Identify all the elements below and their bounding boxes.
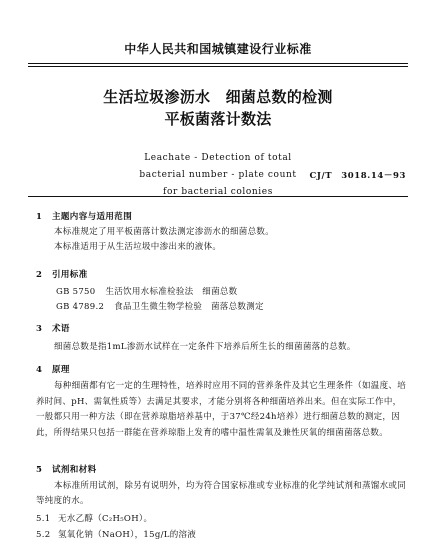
section-1-title: 主题内容与适用范围 <box>52 212 133 222</box>
standard-number: CJ/T 3018.14－93 <box>309 171 406 181</box>
header-rule-bottom <box>28 66 408 67</box>
section-5-number: 5 <box>36 465 43 475</box>
english-title-line-2: bacterial number - plate count <box>139 170 297 180</box>
section-3-heading <box>36 322 70 334</box>
section-3-para-1: 细菌总数是指1mL渗沥水试样在一定条件下培养后所生长的细菌菌落的总数。 <box>54 342 356 352</box>
english-title-line-1: Leachate - Detection of total <box>144 153 292 163</box>
section-3-body <box>36 340 408 355</box>
header-rule-top <box>28 63 408 64</box>
standard-header: 中华人民共和国城镇建设行业标准 <box>124 42 312 56</box>
english-title-line-3: for bacterial colonies <box>163 187 273 197</box>
section-4-heading <box>36 363 70 375</box>
section-1-number: 1 <box>36 212 43 222</box>
section-5-item-1-text: 无水乙醇（C₂H₅OH）。 <box>58 514 153 524</box>
section-5-title: 试剂和材料 <box>52 465 97 475</box>
reference-1-title: 生活饮用水标准检验法 细菌总数 <box>105 287 238 297</box>
section-3-title: 术语 <box>52 324 70 334</box>
section-5-item-2-number: 5.2 <box>36 530 51 540</box>
section-4-number: 4 <box>36 365 43 375</box>
section-5-para-1: 本标准所用试剂，除另有说明外，均为符合国家标准或专业标准的化学纯试剂和蒸馏水或同等纯度的水。 <box>36 481 407 506</box>
reference-2-code: GB 4789.2 <box>56 302 105 312</box>
reference-1-code: GB 5750 <box>56 287 96 297</box>
section-2-number: 2 <box>36 270 43 280</box>
title-line-2: 平板菌落计数法 <box>164 110 272 128</box>
section-5-heading <box>36 463 97 475</box>
reference-1 <box>56 285 238 297</box>
section-1-para-2: 本标准适用于从生活垃圾中渗出来的液体。 <box>54 242 222 252</box>
reference-2 <box>56 300 264 312</box>
section-4-title: 原理 <box>52 365 70 375</box>
section-5-item-1-number: 5.1 <box>36 514 51 524</box>
section-2-heading <box>36 268 88 280</box>
section-5-item-2-text: 氢氧化钠（NaOH），15g/L的溶液 <box>58 530 197 540</box>
section-5-item-1 <box>36 512 152 524</box>
reference-2-title: 食品卫生微生物学检验 菌落总数测定 <box>114 302 264 312</box>
section-1-body <box>36 225 408 255</box>
section-5-body <box>36 479 408 509</box>
section-4-para-1: 每种细菌都有它一定的生理特性，培养时应用不同的营养条件及其它生理条件（如温度、培养时间、pH、需氧性质等）去满足其要求，才能分别将各种细菌培养出来。但在实际工作中，一般都只用一种方法（即在营养琼脂培养基中，于37℃经24h培养）进行细菌总数的测定，因此，所得结果只包括一群能在营养琼脂上发育的嗜中温性需氧及兼性厌氧的细菌菌落总数。 <box>36 381 407 438</box>
section-5-item-2 <box>36 528 196 540</box>
section-1-para-1: 本标准规定了用平板菌落计数法测定渗沥水的细菌总数。 <box>54 227 275 237</box>
title-line-1: 生活垃圾渗沥水 细菌总数的检测 <box>103 88 333 106</box>
section-3-number: 3 <box>36 324 43 334</box>
title-rule <box>28 196 408 197</box>
section-1-heading <box>36 210 132 222</box>
section-2-title: 引用标准 <box>52 270 88 280</box>
section-4-body <box>36 379 408 441</box>
chinese-title <box>0 86 436 130</box>
